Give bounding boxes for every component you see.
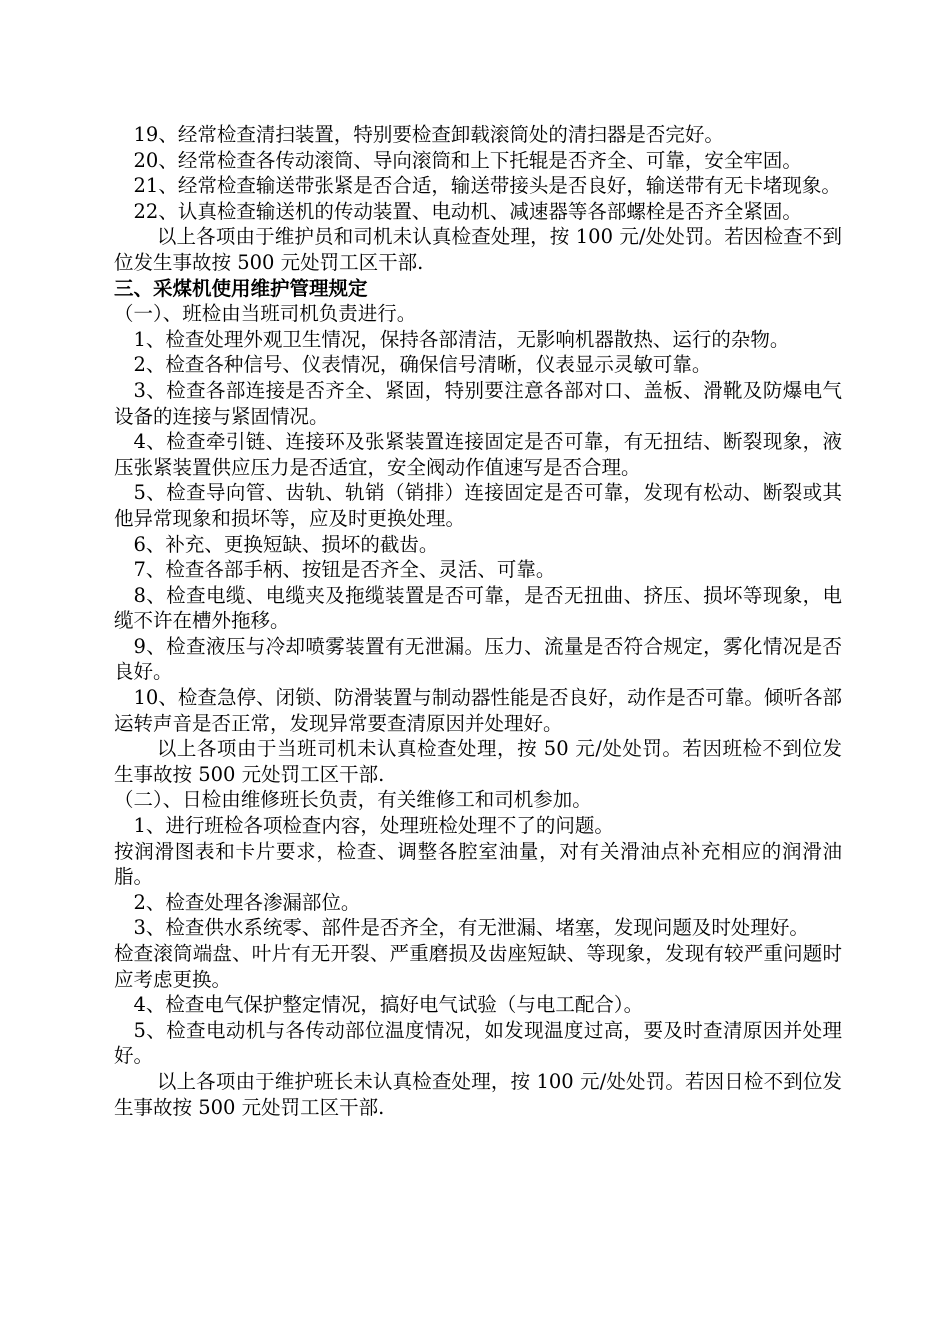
item-21: 21、经常检查输送带张紧是否合适，输送带接头是否良好，输送带有无卡堵现象。 xyxy=(133,174,841,198)
daily-item-2: 2、检查处理各渗漏部位。 xyxy=(133,890,361,914)
shift-item-10: 10、检查急停、闭锁、防滑装置与制动器性能是否良好，动作是否可靠。倾听各部运转声音是否正常，发现异常要查清原因并处理好。 xyxy=(114,686,842,735)
penalty-note-daily: 以上各项由于维护班长未认真检查处理，按 100 元/处处罚。若因日检不到位发生事故按 500 元处罚工区干部. xyxy=(114,1069,842,1119)
daily-item-4: 4、检查电气保护整定情况，搞好电气试验（与电工配合）。 xyxy=(133,993,644,1017)
daily-item-1: 1、进行班检各项检查内容，处理班检处理不了的问题。 xyxy=(133,814,614,838)
daily-item-3: 3、检查供水系统零、部件是否齐全，有无泄漏、堵塞，发现问题及时处理好。 xyxy=(133,916,809,940)
shift-item-6: 6、补充、更换短缺、损坏的截齿。 xyxy=(133,532,439,556)
shift-item-1: 1、检查处理外观卫生情况，保持各部清洁，无影响机器散热、运行的杂物。 xyxy=(133,327,790,351)
penalty-note-shift: 以上各项由于当班司机未认真检查处理，按 50 元/处处罚。若因班检不到位发生事故按 500 元处罚工区干部. xyxy=(114,737,842,786)
document-body xyxy=(114,122,842,1120)
shift-item-7: 7、检查各部手柄、按钮是否齐全、灵活、可靠。 xyxy=(133,558,556,582)
daily-drum-note: 检查滚筒端盘、叶片有无开裂、严重磨损及齿座短缺、等现象，发现有较严重问题时应考虑更换。 xyxy=(114,942,842,991)
penalty-note-conveyor: 以上各项由于维护员和司机未认真检查处理，按 100 元/处处罚。若因检查不到位发生事故按 500 元处罚工区干部. xyxy=(114,225,842,274)
shift-item-5: 5、检查导向管、齿轨、轨销（销排）连接固定是否可靠，发现有松动、断裂或其他异常现象和损坏等，应及时更换处理。 xyxy=(114,481,842,530)
shift-item-2: 2、检查各种信号、仪表情况，确保信号清晰，仪表显示灵敏可靠。 xyxy=(133,353,712,377)
shift-item-3: 3、检查各部连接是否齐全、紧固，特别要注意各部对口、盖板、滑靴及防爆电气设备的连接与紧固情况。 xyxy=(114,378,842,428)
subheading-shift-check: （一）、班检由当班司机负责进行。 xyxy=(114,302,417,326)
item-22: 22、认真检查输送机的传动装置、电动机、减速器等各部螺栓是否齐全紧固。 xyxy=(133,199,802,223)
daily-item-5: 5、检查电动机与各传动部位温度情况，如发现温度过高，要及时查清原因并处理好。 xyxy=(114,1018,842,1068)
subheading-daily-check: （二）、日检由维修班长负责，有关维修工和司机参加。 xyxy=(114,788,592,812)
item-19: 19、经常检查清扫装置，特别要检查卸载滚筒处的清扫器是否完好。 xyxy=(133,123,724,146)
shift-item-4: 4、检查牵引链、连接环及张紧装置连接固定是否可靠，有无扭结、断裂现象，液压张紧装置供应压力是否适宜，安全阀动作值速写是否合理。 xyxy=(114,430,842,479)
section-heading-shearer: 三、采煤机使用维护管理规定 xyxy=(114,276,368,300)
item-20: 20、经常检查各传动滚筒、导向滚筒和上下托辊是否齐全、可靠，安全牢固。 xyxy=(133,148,802,172)
shift-item-9: 9、检查液压与冷却喷雾装置有无泄漏。压力、流量是否符合规定，雾化情况是否良好。 xyxy=(114,634,842,684)
daily-lubrication-note: 按润滑图表和卡片要求，检查、调整各腔室油量，对有关滑油点补充相应的润滑油脂。 xyxy=(114,839,842,889)
shift-item-8: 8、检查电缆、电缆夹及拖缆装置是否可靠，是否无扭曲、挤压、损坏等现象，电缆不许在槽外拖移。 xyxy=(114,583,842,633)
